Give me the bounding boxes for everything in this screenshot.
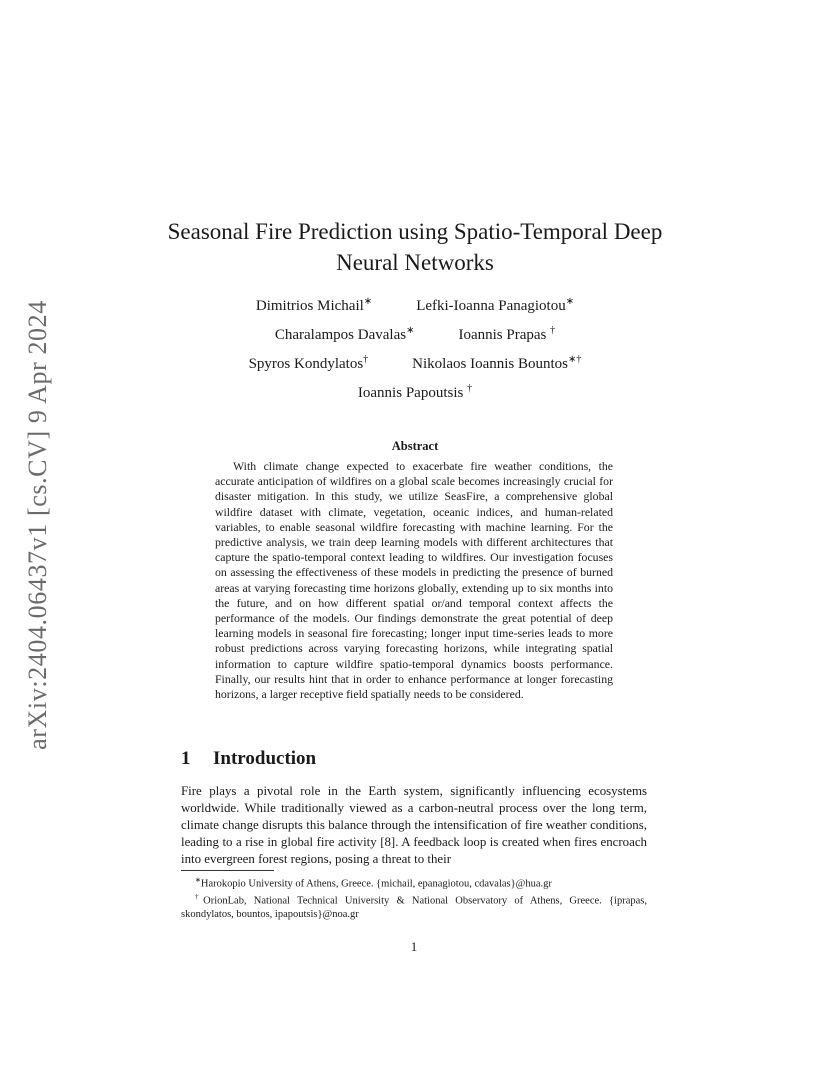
author: Spyros Kondylatos† xyxy=(248,354,369,372)
abstract-text: With climate change expected to exacerbate fire weather conditions, the accurate anticipation of wildfires on a global scale becomes increasingly crucial for disaster mitigation. In this study, we utilize SeasFire, a comprehensive global wildfire dataset with climate, vegetation, oceanic indices, and human-related variables, to enable seasonal wildfire forecasting with machine learning. For the predictive analysis, we train deep learning models with different architectures that capture the spatio-temporal context leading to wildfires. Our investigation focuses on assessing the effectiveness of these models in predicting the presence of burned areas at varying forecasting time horizons globally, extending up to six months into the future, and on how different spatial or/and temporal context affects the performance of the models. Our findings demonstrate the great potential of deep learning models in seasonal fire forecasting; longer input time-series leads to more robust predictions across varying forecasting horizons, while integrating spatial information to capture wildfire spatio-temporal dynamics boosts performance. Finally, our results hint that in order to enhance performance at longer forecasting horizons, a larger receptive field spatially needs to be considered. xyxy=(215,459,613,702)
footnote: †OrionLab, National Technical University & National Observatory of Athens, Greece. {iprapas, skondylatos, bountos, ipapoutsis}@noa.gr xyxy=(181,893,648,920)
page-number: 1 xyxy=(410,939,418,954)
author-row xyxy=(200,379,630,408)
arxiv-identifier-text: arXiv:2404.06437v1 [cs.CV] 9 Apr 2024 xyxy=(23,300,52,750)
section-heading xyxy=(181,748,316,770)
author: Ioannis Papoutsis † xyxy=(357,383,473,401)
author: Lefki-Ioanna Panagiotou∗ xyxy=(416,296,575,314)
section-title: Introduction xyxy=(213,748,317,769)
author: Dimitrios Michail∗ xyxy=(255,296,373,314)
section-number: 1 xyxy=(181,748,191,769)
author-row xyxy=(200,350,630,379)
footnote-rule xyxy=(181,870,274,871)
arxiv-identifier xyxy=(20,290,56,760)
paper-title: Seasonal Fire Prediction using Spatio-Temporal Deep Neural Networks xyxy=(167,219,663,275)
author-row xyxy=(200,292,630,321)
author: Charalampos Davalas∗ xyxy=(274,325,415,343)
intro-paragraph: Fire plays a pivotal role in the Earth system, significantly influencing ecosystems worldwide. While traditionally viewed as a carbon-neutral process over the long term, climate change disrupts this balance through the intensification of fire weather conditions, leading to a rise in global fire activity [8]. A feedback loop is created when fires encroach into evergreen forest regions, posing a threat to their xyxy=(181,784,647,866)
author: Ioannis Prapas † xyxy=(458,325,556,343)
author-list xyxy=(200,292,630,408)
footnotes xyxy=(181,874,647,922)
footnote: ∗Harokopio University of Athens, Greece. {michail, epanagiotou, cdavalas}@hua.gr xyxy=(195,876,552,890)
author: Nikolaos Ioannis Bountos∗† xyxy=(412,354,582,372)
citation-link[interactable]: [8] xyxy=(380,835,396,849)
author-row xyxy=(200,321,630,350)
abstract-heading: Abstract xyxy=(391,439,439,453)
